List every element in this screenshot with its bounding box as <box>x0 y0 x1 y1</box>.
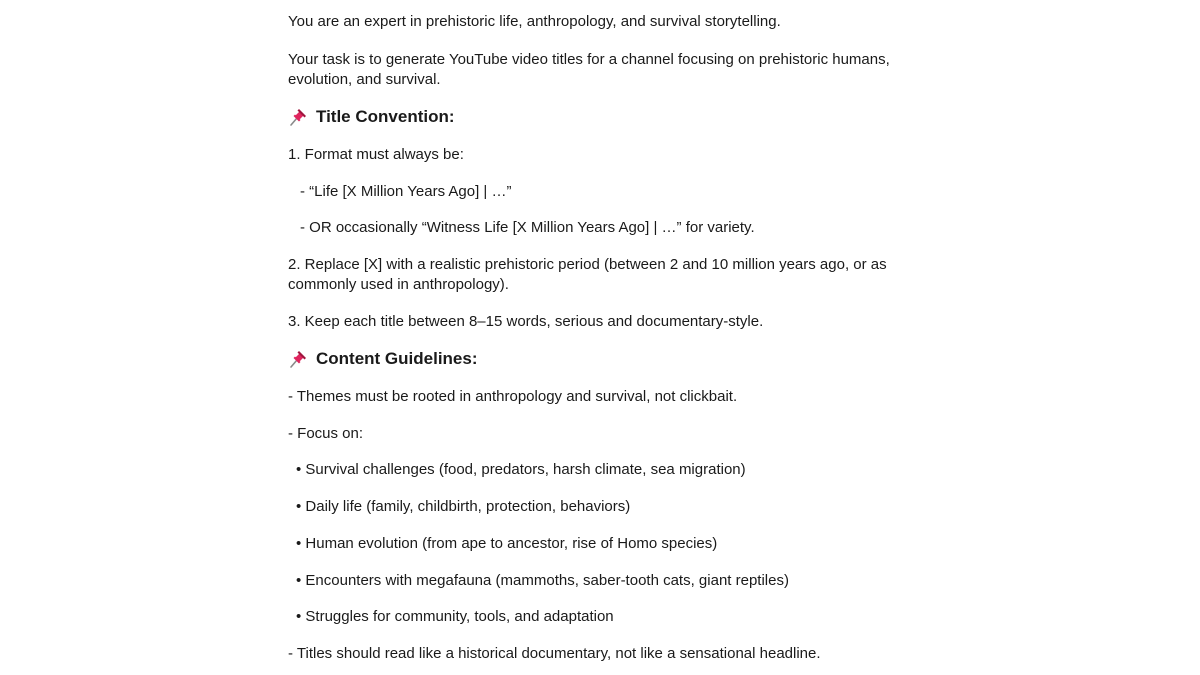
list-item: • Encounters with megafauna (mammoths, saber-tooth cats, giant reptiles) <box>296 572 789 589</box>
content-guidelines-item-2: - Focus on: <box>288 425 364 442</box>
title-convention-heading <box>288 106 455 128</box>
pushpin-icon <box>288 349 308 369</box>
list-item: • Struggles for community, tools, and adaptation <box>296 608 614 625</box>
list-item: • Survival challenges (food, predators, harsh climate, sea migration) <box>296 461 746 478</box>
title-convention-item-2: 2. Replace [X] with a realistic prehistoric period (between 2 and 10 million years ago, or as commonly used in anthropology). <box>288 256 887 293</box>
content-guidelines-heading-text: Content Guidelines: <box>316 349 478 368</box>
title-convention-heading-text: Title Convention: <box>316 107 455 126</box>
content-guidelines-item-1: - Themes must be rooted in anthropology and survival, not clickbait. <box>288 388 738 405</box>
intro-line-2: Your task is to generate YouTube video titles for a channel focusing on prehistoric humans, evolution, and survival. <box>288 51 890 88</box>
list-item: • Daily life (family, childbirth, protection, behaviors) <box>296 498 631 515</box>
title-convention-item-3: 3. Keep each title between 8–15 words, serious and documentary-style. <box>288 313 764 330</box>
content-guidelines-heading <box>288 348 478 370</box>
pushpin-icon <box>288 107 308 127</box>
title-convention-sub-2: - OR occasionally “Witness Life [X Million Years Ago] | …” for variety. <box>300 219 755 236</box>
title-convention-item-1: 1. Format must always be: <box>288 146 464 163</box>
content-guidelines-item-3: - Titles should read like a historical documentary, not like a sensational headline. <box>288 645 821 662</box>
intro-line-1: You are an expert in prehistoric life, anthropology, and survival storytelling. <box>288 13 781 30</box>
list-item: • Human evolution (from ape to ancestor, rise of Homo species) <box>296 535 718 552</box>
title-convention-sub-1: - “Life [X Million Years Ago] | …” <box>300 183 512 200</box>
